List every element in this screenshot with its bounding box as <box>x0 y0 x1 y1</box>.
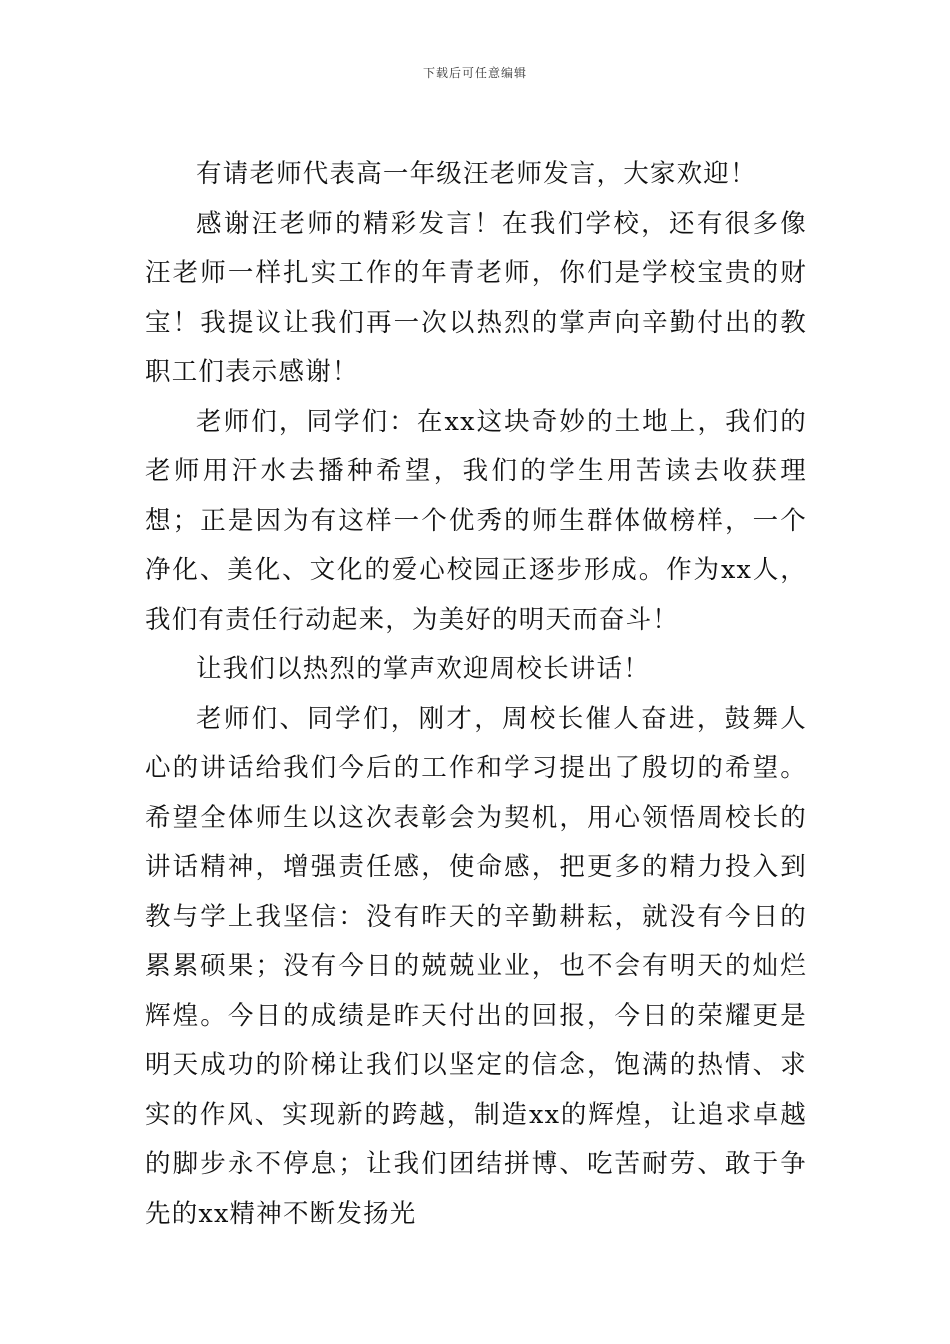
paragraph-invite-principal: 让我们以热烈的掌声欢迎周校长讲话！ <box>196 654 650 684</box>
paragraph-invite-teacher: 有请老师代表高一年级汪老师发言，大家欢迎！ <box>196 159 757 189</box>
paragraph-teachers-students: 老师们，同学们：在xx这块奇妙的土地上，我们的老师用汗水去播种希望，我们的学生用苦读去收获理想；正是因为有这样一个优秀的师生群体做榜样，一个净化、美化、文化的爱心校园正逐步形成。作为xx人，我们有责任行动起来，为美好的明天而奋斗！ <box>145 406 807 635</box>
paragraph-thanks-teacher: 感谢汪老师的精彩发言！在我们学校，还有很多像汪老师一样扎实工作的年青老师，你们是学校宝贵的财宝！我提议让我们再一次以热烈的掌声向辛勤付出的教职工们表示感谢！ <box>145 208 807 387</box>
paragraph-closing: 老师们、同学们，刚才，周校长催人奋进，鼓舞人心的讲话给我们今后的工作和学习提出了殷切的希望。希望全体师生以这次表彰会为契机，用心领悟周校长的讲话精神，增强责任感，使命感，把更多的精力投入到教与学上我坚信：没有昨天的辛勤耕耘，就没有今日的累累硕果；没有今日的兢兢业业，也不会有明天的灿烂辉煌。今日的成绩是昨天付出的回报，今日的荣耀更是明天成功的阶梯让我们以坚定的信念，饱满的热情、求实的作风、实现新的跨越，制造xx的辉煌，让追求卓越的脚步永不停息；让我们团结拼博、吃苦耐劳、敢于争先的xx精神不断发扬光 <box>145 703 807 1229</box>
document-body <box>145 150 807 1239</box>
page-header: 下载后可任意编辑 <box>422 66 527 80</box>
